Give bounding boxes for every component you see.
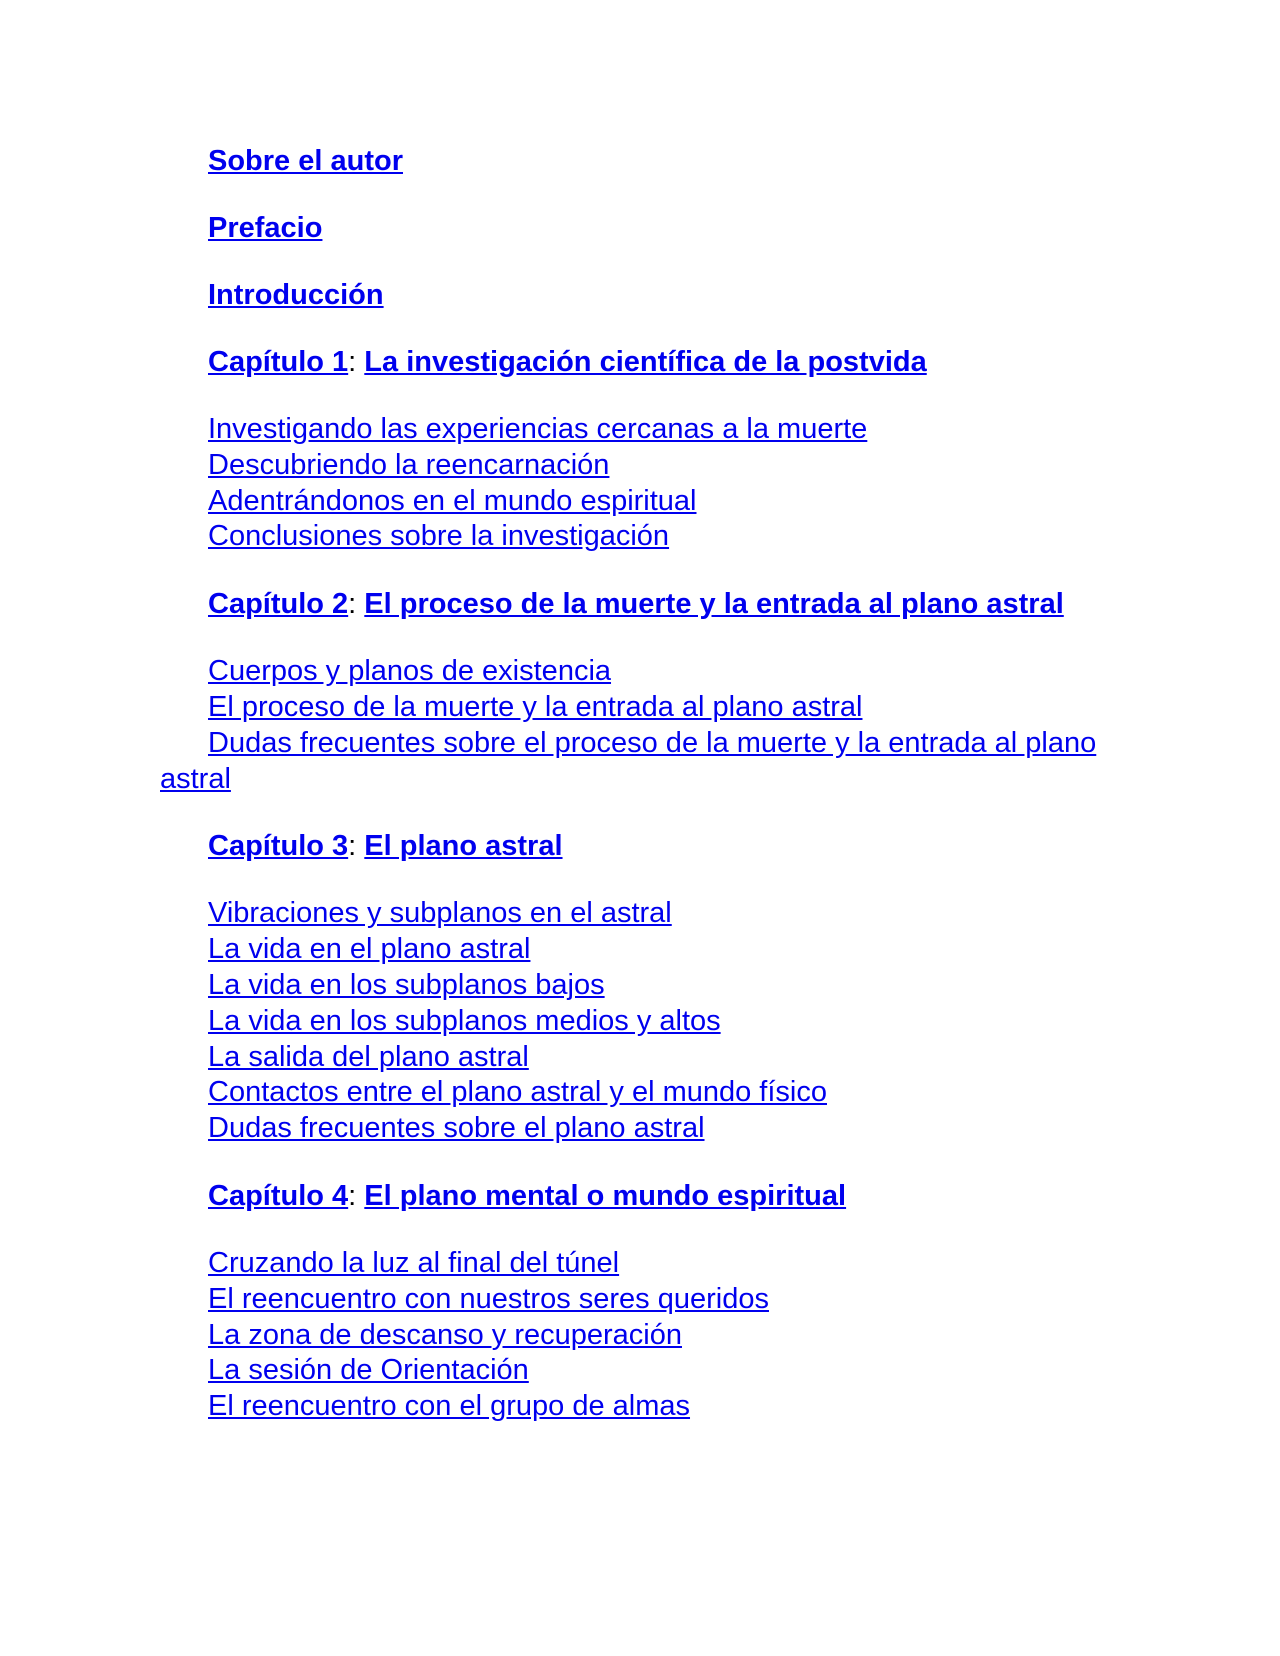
section-link[interactable]: La vida en el plano astral	[208, 933, 531, 966]
chapter-4-sections	[160, 1246, 1100, 1425]
section-item	[160, 1246, 1100, 1282]
chapter-label-link[interactable]: Capítulo 1	[208, 346, 349, 378]
section-link[interactable]: El reencuentro con nuestros seres queridos	[208, 1282, 769, 1315]
section-link[interactable]: Dudas frecuentes sobre el plano astral	[208, 1112, 705, 1145]
toc-entry-front-matter	[160, 211, 1100, 246]
toc-entry-front-matter	[160, 278, 1100, 313]
section-link[interactable]: Investigando las experiencias cercanas a la muerte	[208, 413, 868, 445]
chapter-separator: :	[348, 346, 357, 378]
section-link[interactable]: La vida en los subplanos bajos	[208, 968, 605, 1001]
chapter-1-sections	[160, 412, 1100, 555]
section-item	[160, 448, 1100, 484]
section-link[interactable]: La zona de descanso y recuperación	[208, 1318, 682, 1351]
section-link[interactable]: El reencuentro con el grupo de almas	[208, 1390, 691, 1423]
chapter-2-sections	[160, 654, 1100, 797]
section-link[interactable]: Dudas frecuentes sobre el proceso de la muerte y la entrada al plano astral	[160, 726, 1097, 795]
section-item	[160, 968, 1100, 1004]
chapter-heading-1	[160, 345, 1100, 380]
section-item	[160, 484, 1100, 520]
section-item	[160, 896, 1100, 932]
section-link[interactable]: Adentrándonos en el mundo espiritual	[208, 484, 697, 517]
section-link[interactable]: Contactos entre el plano astral y el mundo físico	[208, 1076, 827, 1109]
section-link[interactable]: La vida en los subplanos medios y altos	[208, 1004, 721, 1037]
link-prefacio[interactable]: Prefacio	[208, 212, 323, 244]
section-link[interactable]: Descubriendo la reencarnación	[208, 448, 610, 481]
link-introduccion[interactable]: Introducción	[208, 279, 384, 311]
chapter-label-link[interactable]: Capítulo 2	[208, 588, 349, 621]
chapter-title-link[interactable]: El plano mental o mundo espiritual	[364, 1179, 847, 1212]
section-item	[160, 1389, 1100, 1425]
chapter-title-link[interactable]: El plano astral	[364, 830, 563, 863]
chapter-heading-4	[160, 1179, 1100, 1214]
section-item	[160, 1353, 1100, 1389]
section-item	[160, 932, 1100, 968]
section-link[interactable]: La salida del plano astral	[208, 1040, 529, 1073]
chapter-label-link[interactable]: Capítulo 4	[208, 1179, 349, 1212]
chapter-separator: :	[348, 1179, 357, 1212]
section-link[interactable]: Cruzando la luz al final del túnel	[208, 1246, 620, 1279]
section-item	[160, 1282, 1100, 1318]
chapter-separator: :	[348, 830, 357, 863]
section-item	[160, 690, 1100, 726]
chapter-label-link[interactable]: Capítulo 3	[208, 830, 349, 863]
table-of-contents	[160, 144, 1100, 1457]
toc-entry-front-matter	[160, 144, 1100, 179]
section-item	[160, 1040, 1100, 1076]
section-item	[160, 1111, 1100, 1147]
chapter-3-sections	[160, 896, 1100, 1147]
section-item	[160, 412, 1100, 448]
section-link[interactable]: Cuerpos y planos de existencia	[208, 655, 612, 688]
chapter-heading-3	[160, 829, 1100, 864]
chapter-separator: :	[348, 588, 357, 621]
section-item	[160, 1318, 1100, 1354]
chapter-title-link[interactable]: El proceso de la muerte y la entrada al plano astral	[364, 588, 1064, 621]
section-item	[160, 654, 1100, 690]
section-link[interactable]: Conclusiones sobre la investigación	[208, 520, 670, 553]
chapter-title-link[interactable]: La investigación científica de la postvida	[364, 346, 927, 378]
section-item	[160, 1075, 1100, 1111]
section-link[interactable]: El proceso de la muerte y la entrada al plano astral	[208, 690, 863, 723]
section-item	[160, 1004, 1100, 1040]
section-link[interactable]: La sesión de Orientación	[208, 1354, 529, 1387]
chapter-heading-2	[160, 587, 1100, 622]
link-sobre-el-autor[interactable]: Sobre el autor	[208, 145, 403, 177]
section-link[interactable]: Vibraciones y subplanos en el astral	[208, 897, 672, 930]
section-item	[160, 519, 1100, 555]
section-item	[160, 726, 1100, 798]
